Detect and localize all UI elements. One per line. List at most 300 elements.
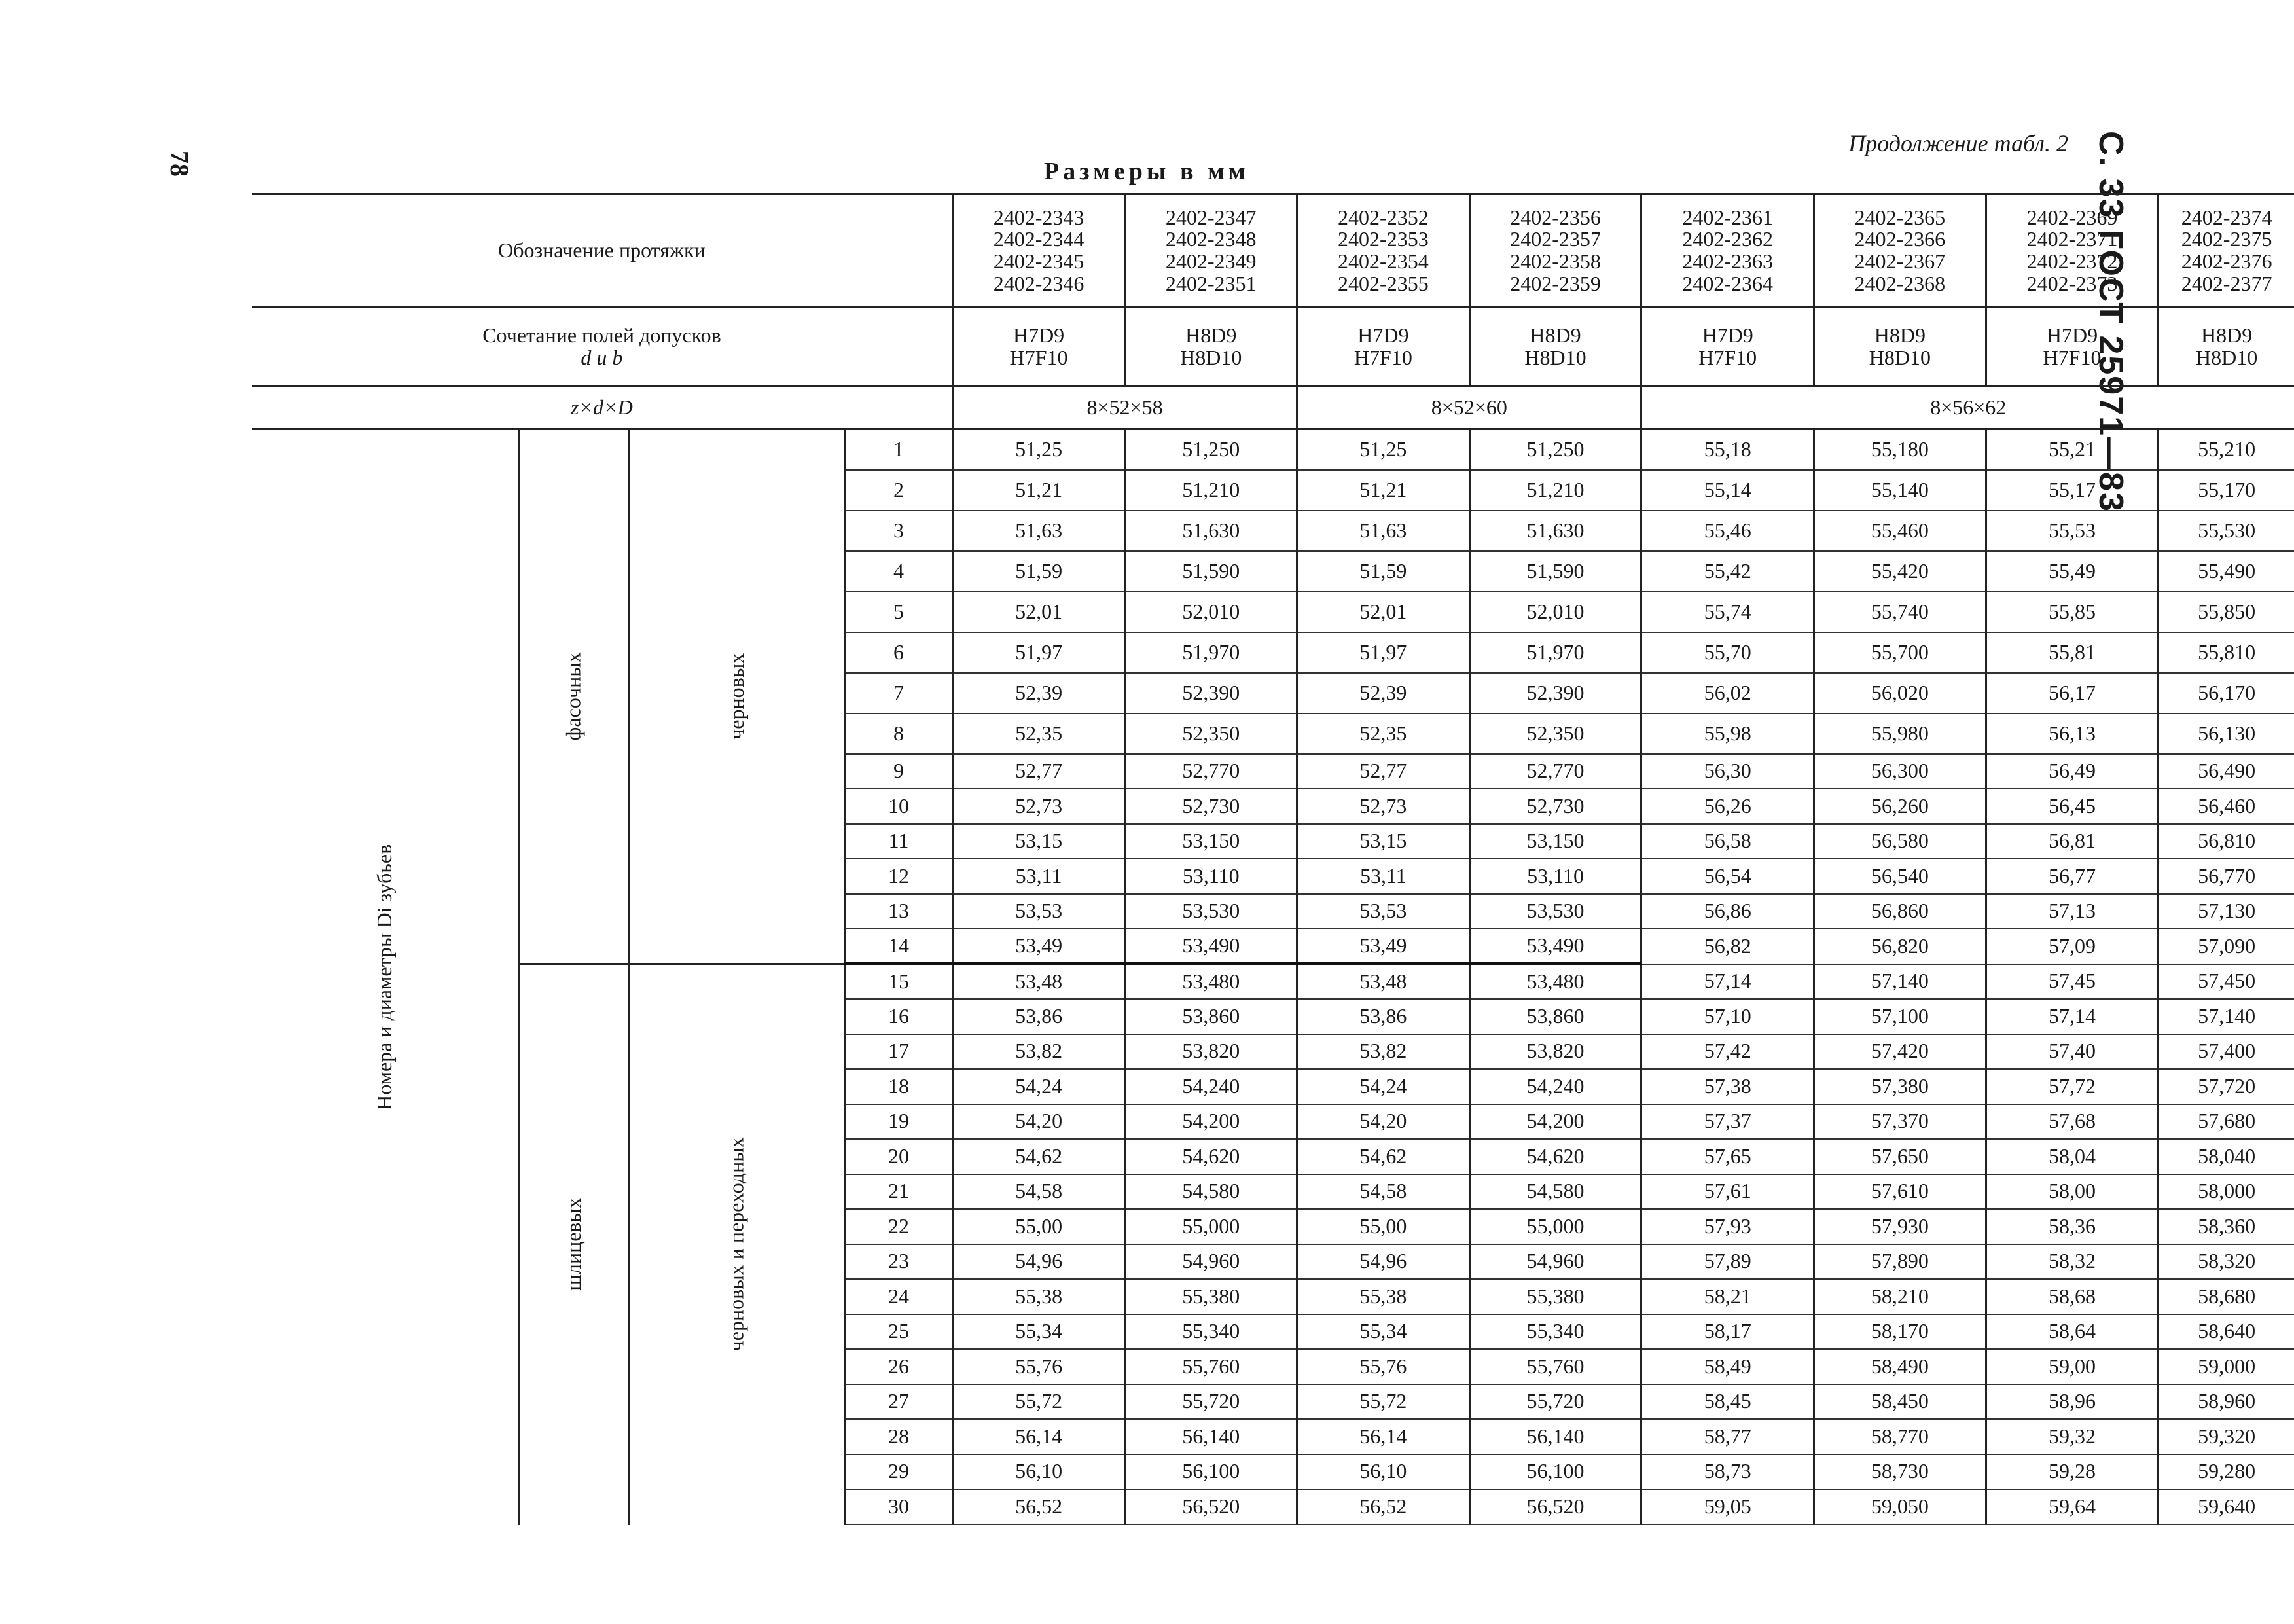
diameter-value: 53,820 xyxy=(1125,1034,1297,1070)
diameter-value: 58,36 xyxy=(1986,1209,2158,1244)
designation-group xyxy=(1814,194,1986,308)
diameter-value: 53,150 xyxy=(1469,824,1641,859)
diameter-value: 56,460 xyxy=(2159,789,2294,824)
diameter-value: 53,53 xyxy=(1297,894,1469,929)
diameter-value: 51,210 xyxy=(1125,470,1297,511)
tolerance-header xyxy=(252,308,952,386)
broach-code: 2402-2348 xyxy=(1165,227,1257,251)
tolerance-cell xyxy=(2159,308,2294,386)
tooth-number: 6 xyxy=(845,632,953,673)
tooth-number: 1 xyxy=(845,429,953,470)
tolerance-cell xyxy=(952,308,1124,386)
diameter-value: 53,15 xyxy=(1297,824,1469,859)
diameter-value: 54,96 xyxy=(1297,1244,1469,1280)
diameter-value: 52,350 xyxy=(1469,713,1641,754)
broach-code: 2402-2363 xyxy=(1682,249,1774,273)
broach-code: 2402-2345 xyxy=(993,249,1084,273)
broach-code: 2402-2366 xyxy=(1854,227,1946,251)
diameter-value: 55,000 xyxy=(1469,1209,1641,1244)
zdD-header: z×d×D xyxy=(252,386,952,429)
diameter-value: 56,17 xyxy=(1986,673,2158,713)
diameter-value: 57,89 xyxy=(1641,1244,1814,1280)
diameter-value: 57,130 xyxy=(2159,894,2294,929)
diameter-value: 57,42 xyxy=(1641,1034,1814,1070)
tolerance-value: H7F10 xyxy=(1698,345,1757,369)
diameter-value: 53,820 xyxy=(1469,1034,1641,1070)
diameter-value: 55,14 xyxy=(1641,470,1814,511)
tolerance-cell xyxy=(1814,308,1986,386)
diameter-value: 57,72 xyxy=(1986,1069,2158,1104)
diameter-value: 59,000 xyxy=(2159,1349,2294,1384)
diameter-value: 58,77 xyxy=(1641,1419,1814,1454)
diameter-value: 55,180 xyxy=(1814,429,1986,470)
diameter-value: 56,54 xyxy=(1641,859,1814,894)
broach-code: 2402-2375 xyxy=(2181,227,2272,251)
tooth-number: 12 xyxy=(845,859,953,894)
diameter-value: 56,810 xyxy=(2159,824,2294,859)
tooth-number: 30 xyxy=(845,1489,953,1525)
diameter-value: 55,85 xyxy=(1986,592,2158,632)
broach-dimensions-table xyxy=(252,193,2294,1525)
diameter-value: 53,530 xyxy=(1125,894,1297,929)
diameter-value: 56,14 xyxy=(952,1419,1124,1454)
broach-code: 2402-2344 xyxy=(993,227,1084,251)
diameter-value: 52,77 xyxy=(1297,754,1469,789)
section-2-label xyxy=(518,964,628,1525)
tooth-number: 11 xyxy=(845,824,953,859)
diameter-value: 55,72 xyxy=(952,1384,1124,1420)
tolerance-header-row xyxy=(252,308,2294,386)
diameter-value: 56,520 xyxy=(1125,1489,1297,1525)
diameter-value: 55,140 xyxy=(1814,470,1986,511)
diameter-value: 59,64 xyxy=(1986,1489,2158,1525)
broach-code: 2402-2373 xyxy=(2026,271,2118,295)
diameter-value: 58,00 xyxy=(1986,1174,2158,1210)
tooth-number: 8 xyxy=(845,713,953,754)
diameter-value: 55,720 xyxy=(1469,1384,1641,1420)
diameter-value: 54,24 xyxy=(952,1069,1124,1104)
diameter-value: 57,38 xyxy=(1641,1069,1814,1104)
diameter-value: 51,21 xyxy=(1297,470,1469,511)
diameter-value: 55,760 xyxy=(1125,1349,1297,1384)
diameter-value: 59,640 xyxy=(2159,1489,2294,1525)
diameter-value: 54,20 xyxy=(952,1104,1124,1140)
diameter-value: 56,10 xyxy=(952,1454,1124,1490)
tolerance-value: H8D10 xyxy=(1180,345,1242,369)
diameter-value: 51,970 xyxy=(1125,632,1297,673)
tooth-number: 17 xyxy=(845,1034,953,1070)
diameter-value: 55,340 xyxy=(1125,1314,1297,1350)
diameter-value: 51,21 xyxy=(952,470,1124,511)
diameter-value: 58,450 xyxy=(1814,1384,1986,1420)
diameter-value: 56,820 xyxy=(1814,929,1986,964)
section-2-sub-text: черновых и переходных xyxy=(724,1137,748,1352)
diameter-value: 55,720 xyxy=(1125,1384,1297,1420)
diameter-value: 55,980 xyxy=(1814,713,1986,754)
tolerance-value: H7F10 xyxy=(1009,345,1068,369)
diameter-value: 58,490 xyxy=(1814,1349,1986,1384)
diameter-value: 59,320 xyxy=(2159,1419,2294,1454)
diameter-value: 56,260 xyxy=(1814,789,1986,824)
continuation-label: Продолжение табл. 2 xyxy=(1848,130,2068,156)
designation-group xyxy=(2159,194,2294,308)
broach-code: 2402-2376 xyxy=(2181,249,2272,273)
tooth-number: 18 xyxy=(845,1069,953,1104)
diameter-value: 54,240 xyxy=(1469,1069,1641,1104)
diameter-value: 52,390 xyxy=(1125,673,1297,713)
tooth-number: 29 xyxy=(845,1454,953,1490)
diameter-value: 53,82 xyxy=(952,1034,1124,1070)
diameter-value: 58,17 xyxy=(1641,1314,1814,1350)
diameter-value: 56,300 xyxy=(1814,754,1986,789)
section-2-text: шлицевых xyxy=(561,1198,585,1291)
diameter-value: 58,68 xyxy=(1986,1279,2158,1314)
diameter-value: 57,14 xyxy=(1641,964,1814,1000)
diameter-value: 56,520 xyxy=(1469,1489,1641,1525)
broach-code: 2402-2368 xyxy=(1854,271,1946,295)
diameter-value: 56,02 xyxy=(1641,673,1814,713)
tooth-number: 4 xyxy=(845,551,953,592)
tooth-number: 7 xyxy=(845,673,953,713)
diameter-value: 51,970 xyxy=(1469,632,1641,673)
designation-group xyxy=(1986,194,2158,308)
diameter-value: 52,73 xyxy=(1297,789,1469,824)
diameter-value: 54,200 xyxy=(1469,1104,1641,1140)
diameter-value: 55,00 xyxy=(1297,1209,1469,1244)
diameter-value: 55,210 xyxy=(2159,429,2294,470)
diameter-value: 53,86 xyxy=(952,999,1124,1034)
diameter-value: 55,700 xyxy=(1814,632,1986,673)
diameter-value: 56,170 xyxy=(2159,673,2294,713)
diameter-value: 53,480 xyxy=(1125,964,1297,1000)
tooth-number: 24 xyxy=(845,1279,953,1314)
diameter-value: 53,110 xyxy=(1125,859,1297,894)
diameter-value: 55,42 xyxy=(1641,551,1814,592)
diameter-value: 58,21 xyxy=(1641,1279,1814,1314)
broach-code: 2402-2365 xyxy=(1854,205,1946,229)
broach-code: 2402-2374 xyxy=(2181,205,2272,229)
designation-header: Обозначение протяжки xyxy=(252,194,952,308)
diameter-value: 54,580 xyxy=(1469,1174,1641,1210)
diameter-value: 55,76 xyxy=(1297,1349,1469,1384)
diameter-value: 58,680 xyxy=(2159,1279,2294,1314)
diameter-value: 56,100 xyxy=(1469,1454,1641,1490)
diameter-value: 54,580 xyxy=(1125,1174,1297,1210)
diameter-value: 52,730 xyxy=(1125,789,1297,824)
size-cell: 8×56×62 xyxy=(1641,386,2294,429)
diameter-value: 56,77 xyxy=(1986,859,2158,894)
tolerance-cell xyxy=(1125,308,1297,386)
diameter-value: 54,240 xyxy=(1125,1069,1297,1104)
diameter-value: 53,49 xyxy=(1297,929,1469,964)
diameter-value: 57,400 xyxy=(2159,1034,2294,1070)
diameter-value: 56,860 xyxy=(1814,894,1986,929)
diameter-value: 57,93 xyxy=(1641,1209,1814,1244)
diameter-value: 57,10 xyxy=(1641,999,1814,1034)
diameter-value: 53,150 xyxy=(1125,824,1297,859)
tolerance-value: H7D9 xyxy=(2046,323,2098,347)
diameter-value: 56,10 xyxy=(1297,1454,1469,1490)
diameter-value: 53,48 xyxy=(1297,964,1469,1000)
section-1-text: фасочных xyxy=(561,652,585,741)
tooth-number: 28 xyxy=(845,1419,953,1454)
diameter-value: 54,58 xyxy=(1297,1174,1469,1210)
designation-group xyxy=(1469,194,1641,308)
diameter-value: 52,730 xyxy=(1469,789,1641,824)
tolerance-value: H8D10 xyxy=(2196,345,2258,369)
diameter-value: 52,35 xyxy=(952,713,1124,754)
diameter-value: 54,58 xyxy=(952,1174,1124,1210)
diameter-value: 59,28 xyxy=(1986,1454,2158,1490)
broach-code: 2402-2372 xyxy=(2026,249,2118,273)
broach-code: 2402-2357 xyxy=(1510,227,1601,251)
diameter-value: 57,45 xyxy=(1986,964,2158,1000)
diameter-value: 54,96 xyxy=(952,1244,1124,1280)
diameter-value: 56,130 xyxy=(2159,713,2294,754)
diameter-value: 55,53 xyxy=(1986,511,2158,551)
diameter-value: 59,050 xyxy=(1814,1489,1986,1525)
diameter-value: 58,49 xyxy=(1641,1349,1814,1384)
diameter-value: 57,140 xyxy=(2159,999,2294,1034)
broach-code: 2402-2347 xyxy=(1165,205,1257,229)
tooth-number: 5 xyxy=(845,592,953,632)
diameter-value: 56,140 xyxy=(1125,1419,1297,1454)
section-2-sub xyxy=(629,964,845,1525)
diameter-value: 51,59 xyxy=(1297,551,1469,592)
size-header-row xyxy=(252,386,2294,429)
diameter-value: 51,59 xyxy=(952,551,1124,592)
size-cell: 8×52×58 xyxy=(952,386,1297,429)
diameter-value: 59,280 xyxy=(2159,1454,2294,1490)
diameter-value: 55,34 xyxy=(952,1314,1124,1350)
size-cell: 8×52×60 xyxy=(1297,386,1641,429)
diameter-value: 57,650 xyxy=(1814,1139,1986,1174)
tooth-number: 22 xyxy=(845,1209,953,1244)
diameter-value: 56,020 xyxy=(1814,673,1986,713)
diameter-value: 56,82 xyxy=(1641,929,1814,964)
diameter-value: 55,170 xyxy=(2159,470,2294,511)
diameter-value: 52,350 xyxy=(1125,713,1297,754)
diameter-value: 55,49 xyxy=(1986,551,2158,592)
diameter-value: 56,58 xyxy=(1641,824,1814,859)
diameter-value: 55,46 xyxy=(1641,511,1814,551)
diameter-value: 51,97 xyxy=(952,632,1124,673)
diameter-value: 51,63 xyxy=(952,511,1124,551)
diameter-value: 56,140 xyxy=(1469,1419,1641,1454)
diameter-value: 54,24 xyxy=(1297,1069,1469,1104)
diameter-value: 51,630 xyxy=(1125,511,1297,551)
tolerance-cell xyxy=(1469,308,1641,386)
diameter-value: 53,860 xyxy=(1125,999,1297,1034)
broach-code: 2402-2358 xyxy=(1510,249,1601,273)
diameter-value: 58,32 xyxy=(1986,1244,2158,1280)
broach-code: 2402-2353 xyxy=(1338,227,1429,251)
diameter-value: 57,37 xyxy=(1641,1104,1814,1140)
tooth-number: 27 xyxy=(845,1384,953,1420)
diameter-value: 52,01 xyxy=(1297,592,1469,632)
diameter-value: 53,860 xyxy=(1469,999,1641,1034)
diameter-value: 56,14 xyxy=(1297,1419,1469,1454)
broach-code: 2402-2377 xyxy=(2181,271,2272,295)
row-group-label xyxy=(252,429,518,1525)
side-header: С. 33 ГОСТ 25971—83 xyxy=(2092,131,2130,513)
diameter-value: 57,09 xyxy=(1986,929,2158,964)
diameter-value: 57,65 xyxy=(1641,1139,1814,1174)
diameter-value: 52,39 xyxy=(952,673,1124,713)
diameter-value: 57,610 xyxy=(1814,1174,1986,1210)
diameter-value: 54,62 xyxy=(952,1139,1124,1174)
designation-group xyxy=(952,194,1124,308)
diameter-value: 58,45 xyxy=(1641,1384,1814,1420)
diameter-value: 55,38 xyxy=(952,1279,1124,1314)
tolerance-value: H8D9 xyxy=(1185,323,1237,347)
diameter-value: 53,49 xyxy=(952,929,1124,964)
diameter-value: 59,32 xyxy=(1986,1419,2158,1454)
tolerance-value: H8D10 xyxy=(1524,345,1586,369)
diameter-value: 53,86 xyxy=(1297,999,1469,1034)
diameter-value: 58,000 xyxy=(2159,1174,2294,1210)
diameter-value: 51,63 xyxy=(1297,511,1469,551)
diameter-value: 58,04 xyxy=(1986,1139,2158,1174)
diameter-value: 58,170 xyxy=(1814,1314,1986,1350)
diameter-value: 58,320 xyxy=(2159,1244,2294,1280)
diameter-value: 54,960 xyxy=(1125,1244,1297,1280)
diameter-value: 55,76 xyxy=(952,1349,1124,1384)
tolerance-value: H8D9 xyxy=(1530,323,1581,347)
diameter-value: 55,460 xyxy=(1814,511,1986,551)
diameter-value: 53,530 xyxy=(1469,894,1641,929)
diameter-value: 55,760 xyxy=(1469,1349,1641,1384)
diameter-value: 56,52 xyxy=(952,1489,1124,1525)
diameter-value: 55,490 xyxy=(2159,551,2294,592)
tolerance-cell xyxy=(1297,308,1469,386)
diameter-value: 56,770 xyxy=(2159,859,2294,894)
diameter-value: 59,00 xyxy=(1986,1349,2158,1384)
diameter-value: 57,140 xyxy=(1814,964,1986,1000)
diameter-value: 54,20 xyxy=(1297,1104,1469,1140)
diameter-value: 54,62 xyxy=(1297,1139,1469,1174)
diameter-value: 51,250 xyxy=(1469,429,1641,470)
broach-code: 2402-2355 xyxy=(1338,271,1429,295)
broach-code: 2402-2352 xyxy=(1338,205,1429,229)
diameter-value: 58,96 xyxy=(1986,1384,2158,1420)
tolerance-value: H8D10 xyxy=(1869,345,1931,369)
diameter-value: 57,14 xyxy=(1986,999,2158,1034)
section-1-label xyxy=(518,429,628,964)
tooth-number: 25 xyxy=(845,1314,953,1350)
designation-group xyxy=(1297,194,1469,308)
diameter-value: 54,620 xyxy=(1125,1139,1297,1174)
section-1-sub-text: черновых xyxy=(724,653,748,740)
designation-header-row xyxy=(252,194,2294,308)
tooth-number: 26 xyxy=(845,1349,953,1384)
diameter-value: 57,090 xyxy=(2159,929,2294,964)
diameter-value: 53,110 xyxy=(1469,859,1641,894)
diameter-value: 55,810 xyxy=(2159,632,2294,673)
diameter-value: 52,010 xyxy=(1125,592,1297,632)
diameter-value: 56,13 xyxy=(1986,713,2158,754)
diameter-value: 55,17 xyxy=(1986,470,2158,511)
diameter-value: 55,21 xyxy=(1986,429,2158,470)
diameter-value: 53,490 xyxy=(1469,929,1641,964)
diameter-value: 51,250 xyxy=(1125,429,1297,470)
tolerance-value: H7D9 xyxy=(1013,323,1065,347)
diameter-value: 51,97 xyxy=(1297,632,1469,673)
broach-code: 2402-2359 xyxy=(1510,271,1601,295)
diameter-value: 53,15 xyxy=(952,824,1124,859)
diameter-value: 55,72 xyxy=(1297,1384,1469,1420)
broach-code: 2402-2367 xyxy=(1854,249,1946,273)
diameter-value: 53,11 xyxy=(1297,859,1469,894)
diameter-value: 54,200 xyxy=(1125,1104,1297,1140)
broach-code: 2402-2364 xyxy=(1682,271,1774,295)
diameter-value: 58,640 xyxy=(2159,1314,2294,1350)
broach-code: 2402-2369 xyxy=(2026,205,2118,229)
designation-group xyxy=(1125,194,1297,308)
diameter-value: 58,770 xyxy=(1814,1419,1986,1454)
tolerance-value: H7F10 xyxy=(2043,345,2102,369)
diameter-value: 58,360 xyxy=(2159,1209,2294,1244)
broach-code: 2402-2356 xyxy=(1510,205,1601,229)
diameter-value: 57,40 xyxy=(1986,1034,2158,1070)
diameter-value: 57,61 xyxy=(1641,1174,1814,1210)
diameter-value: 57,720 xyxy=(2159,1069,2294,1104)
diameter-value: 57,930 xyxy=(1814,1209,1986,1244)
diameter-value: 58,73 xyxy=(1641,1454,1814,1490)
diameter-value: 55,98 xyxy=(1641,713,1814,754)
broach-code: 2402-2343 xyxy=(993,205,1084,229)
tolerance-value: H7D9 xyxy=(1357,323,1409,347)
diameter-value: 55,18 xyxy=(1641,429,1814,470)
diameter-value: 57,100 xyxy=(1814,999,1986,1034)
tooth-number: 23 xyxy=(845,1244,953,1280)
row-group-text: Номера и диаметры Di зубьев xyxy=(372,844,397,1110)
diameter-value: 55,74 xyxy=(1641,592,1814,632)
diameter-value: 53,490 xyxy=(1125,929,1297,964)
table-row xyxy=(252,429,2294,470)
diameter-value: 52,35 xyxy=(1297,713,1469,754)
diameter-value: 56,81 xyxy=(1986,824,2158,859)
diameter-value: 54,620 xyxy=(1469,1139,1641,1174)
diameter-value: 57,680 xyxy=(2159,1104,2294,1140)
diameter-value: 51,25 xyxy=(1297,429,1469,470)
diameter-value: 57,420 xyxy=(1814,1034,1986,1070)
diameter-value: 53,82 xyxy=(1297,1034,1469,1070)
tooth-number: 10 xyxy=(845,789,953,824)
diameter-value: 56,490 xyxy=(2159,754,2294,789)
diameter-value: 53,480 xyxy=(1469,964,1641,1000)
diameter-value: 56,45 xyxy=(1986,789,2158,824)
section-1-sub xyxy=(629,429,845,964)
diameter-value: 55,70 xyxy=(1641,632,1814,673)
tolerance-header-sub: d и b xyxy=(581,345,623,369)
diameter-value: 57,380 xyxy=(1814,1069,1986,1104)
tooth-number: 14 xyxy=(845,929,953,964)
diameter-value: 56,49 xyxy=(1986,754,2158,789)
diameter-value: 52,01 xyxy=(952,592,1124,632)
diameter-value: 51,590 xyxy=(1469,551,1641,592)
diameter-value: 53,11 xyxy=(952,859,1124,894)
table-row xyxy=(252,964,2294,1000)
tooth-number: 21 xyxy=(845,1174,953,1210)
diameter-value: 58,64 xyxy=(1986,1314,2158,1350)
diameter-value: 51,25 xyxy=(952,429,1124,470)
diameter-value: 53,53 xyxy=(952,894,1124,929)
diameter-value: 58,960 xyxy=(2159,1384,2294,1420)
tolerance-value: H7F10 xyxy=(1353,345,1412,369)
tolerance-header-text: Сочетание полей допусков xyxy=(482,323,721,347)
diameter-value: 56,86 xyxy=(1641,894,1814,929)
